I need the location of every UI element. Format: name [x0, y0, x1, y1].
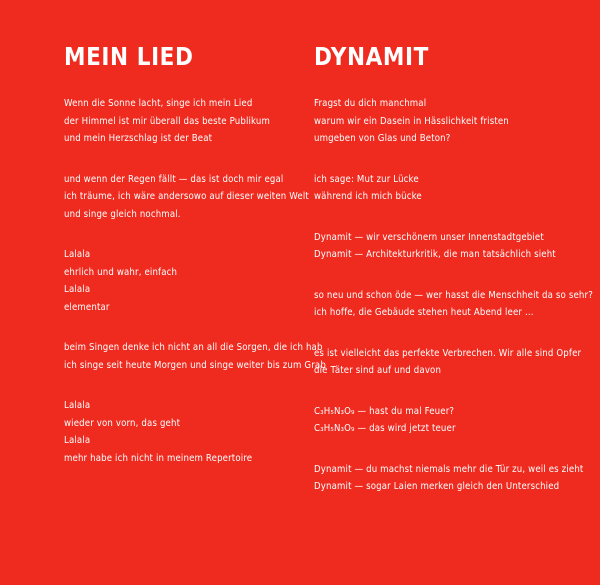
lyric-line: Lalala	[64, 435, 91, 447]
stanza	[314, 288, 593, 323]
lyric-line: während ich mich bücke	[314, 191, 422, 203]
lyric-line: der Himmel ist mir überall das beste Publikum	[64, 115, 271, 128]
stanza	[64, 247, 312, 317]
lyric-line: und mein Herzschlag ist der Beat	[64, 133, 213, 145]
lyrics-column-left	[64, 42, 326, 585]
lyric-line: Dynamit — sogar Laien merken gleich den Unterschied	[314, 481, 560, 493]
stanza	[314, 230, 562, 265]
lyric-line: ich träume, ich wäre andersowo auf dieser weiten Welt	[64, 191, 309, 203]
stanza	[314, 172, 562, 207]
lyric-line: Lalala	[64, 400, 91, 412]
lyric-line: beim Singen denke ich nicht an all die Sorgen, die ich hab	[64, 342, 323, 354]
lyric-line: umgeben von Glas und Beton?	[314, 133, 451, 145]
lyric-line: elementar	[64, 301, 110, 314]
lyric-line: Fragst du dich manchmal	[314, 98, 427, 110]
lyric-line: so neu und schon öde — wer hasst die Menschheit da so sehr?	[314, 289, 593, 302]
lyric-line: wieder von vorn, das geht	[64, 417, 181, 430]
lyric-line: Lalala	[64, 284, 91, 296]
stanza	[314, 96, 562, 149]
stanza	[314, 404, 562, 439]
lyric-line: ich hoffe, die Gebäude stehen heut Abend leer ...	[314, 307, 534, 319]
lyric-line: Dynamit — Architekturkritik, die man tatsächlich sieht	[314, 249, 556, 261]
lyric-line: warum wir ein Dasein in Hässlichkeit fristen	[314, 115, 509, 128]
lyric-line: Lalala	[64, 249, 91, 261]
stanza	[64, 398, 312, 468]
stanza	[64, 96, 312, 149]
lyric-line: Wenn die Sonne lacht, singe ich mein Lied	[64, 98, 253, 110]
stanza	[314, 462, 584, 497]
lyrics-column-right	[314, 42, 593, 585]
lyric-line: die Täter sind auf und davon	[314, 365, 442, 377]
lyric-line: ich singe seit heute Morgen und singe weiter bis zum Grab	[64, 359, 326, 372]
lyric-line: mehr habe ich nicht in meinem Repertoire	[64, 452, 253, 465]
lyric-line: es ist vielleicht das perfekte Verbrechen. Wir alle sind Opfer	[314, 347, 582, 360]
lyric-line: und wenn der Regen fällt — das ist doch mir egal	[64, 173, 284, 186]
lyric-line: Dynamit — wir verschönern unser Innenstadtgebiet	[314, 231, 544, 244]
song-title-mein-lied: MEIN LIED	[64, 42, 194, 71]
lyric-line: C₃H₅N₃O₉ — hast du mal Feuer?	[314, 405, 455, 418]
lyric-line: ehrlich und wahr, einfach	[64, 266, 178, 279]
song-title-dynamit: DYNAMIT	[314, 42, 429, 71]
lyric-line: C₃H₅N₃O₉ — das wird jetzt teuer	[314, 423, 456, 435]
lyric-line: ich sage: Mut zur Lücke	[314, 173, 419, 186]
lyric-line: und singe gleich nochmal.	[64, 208, 181, 221]
lyric-line: Dynamit — du machst niemals mehr die Tür zu, weil es zieht	[314, 463, 584, 476]
stanza	[64, 172, 312, 225]
stanza	[314, 346, 582, 381]
stanza	[64, 340, 326, 375]
